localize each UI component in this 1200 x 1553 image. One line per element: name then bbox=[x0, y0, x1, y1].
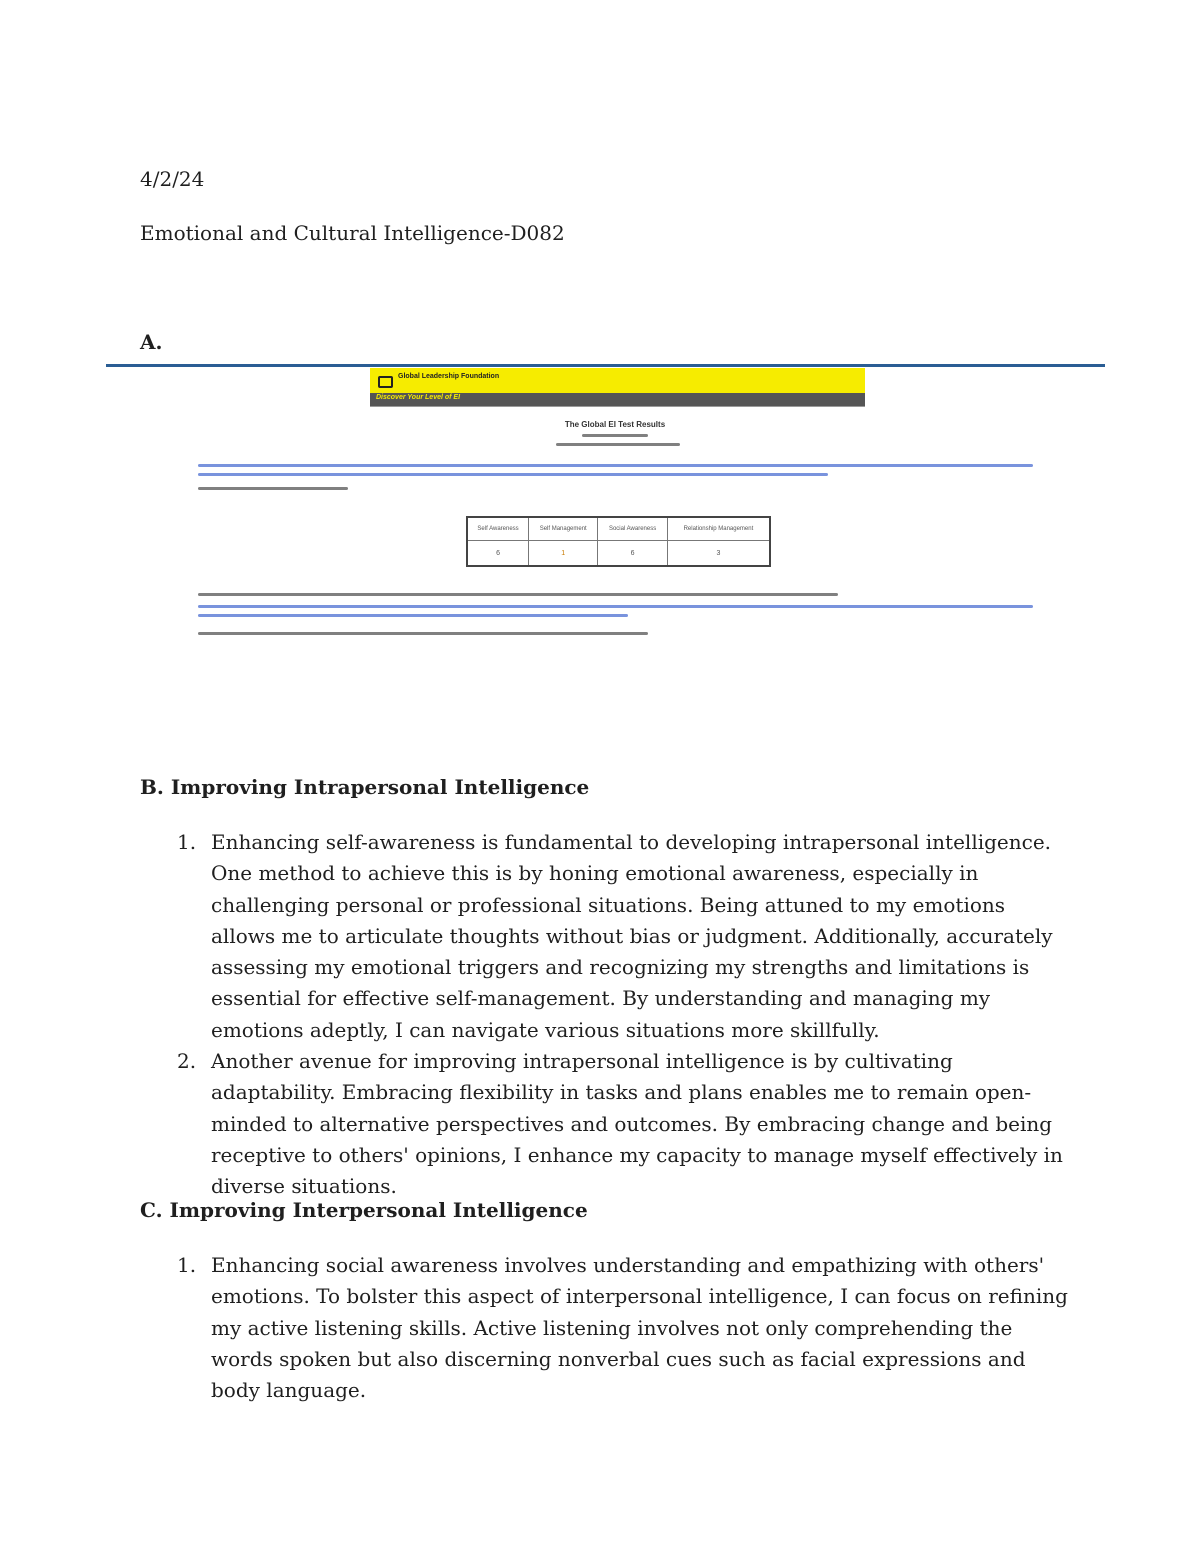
scores-value-cell: 6 bbox=[598, 541, 668, 567]
list-item-text: Enhancing social awareness involves understanding and empathizing with others' emotions. To bolster this aspect of interpersonal intelligence, I can focus on refining my active listening skills. Active listening involves not only comprehending the words spoken but also discerning nonverbal cues such as facial expressions and body language. bbox=[211, 1253, 1068, 1403]
info-text-line bbox=[198, 593, 838, 596]
scores-header-cell: Social Awareness bbox=[598, 517, 668, 541]
list-item bbox=[140, 827, 1070, 1046]
course-title: Emotional and Cultural Intelligence-D082 bbox=[140, 221, 565, 245]
info-text-line bbox=[198, 605, 1033, 608]
scores-header-row bbox=[467, 517, 770, 541]
scores-value-row bbox=[467, 541, 770, 567]
document-date: 4/2/24 bbox=[140, 167, 205, 191]
intro-text-line bbox=[198, 473, 828, 476]
list-item-text: Enhancing self-awareness is fundamental to developing intrapersonal intelligence. One method to achieve this is by honing emotional awareness, especially in challenging personal or professional situations. Being attuned to my emotions allows me to articulate thoughts without bias or judgment. Additionally, accurately assessing my emotional triggers and recognizing my strengths and limitations is essential for effective self-management. By understanding and managing my emotions adeptly, I can navigate various situations more skillfully. bbox=[211, 830, 1053, 1042]
answered-note bbox=[198, 487, 348, 490]
banner-tagline: Discover Your Level of EI bbox=[376, 394, 461, 401]
scores-header-cell: Self Awareness bbox=[467, 517, 529, 541]
section-b-heading: B. Improving Intrapersonal Intelligence bbox=[140, 775, 590, 799]
list-item-number: 1. bbox=[177, 830, 197, 854]
intrapersonal-list bbox=[140, 827, 1070, 1203]
list-item bbox=[140, 1046, 1070, 1202]
list-item bbox=[140, 1250, 1070, 1406]
scores-table bbox=[466, 516, 771, 567]
scores-value-cell: 6 bbox=[467, 541, 529, 567]
list-item-number: 2. bbox=[177, 1049, 197, 1074]
results-title: The Global EI Test Results bbox=[564, 420, 666, 429]
section-a-heading: A. bbox=[140, 330, 163, 354]
scores-header-cell: Relationship Management bbox=[667, 517, 770, 541]
list-item-text: Another avenue for improving intrapersonal intelligence is by cultivating adaptability. Embracing flexibility in tasks and plans enables me to remain open-minded to alternative perspectives and outcomes. By embracing change and being receptive to others' opinions, I enhance my capacity to manage myself effectively in diverse situations. bbox=[211, 1049, 1063, 1199]
scores-value-cell: 1 bbox=[529, 541, 598, 567]
intro-text-line bbox=[198, 464, 1033, 467]
disclaimer-line bbox=[198, 632, 648, 635]
horizontal-rule bbox=[106, 364, 1105, 367]
logo-text: Global Leadership Foundation bbox=[398, 373, 500, 380]
list-item-number: 1. bbox=[177, 1253, 197, 1277]
info-text-line bbox=[198, 614, 628, 617]
section-c-heading: C. Improving Interpersonal Intelligence bbox=[140, 1198, 588, 1222]
logo-icon bbox=[378, 376, 393, 388]
scores-header-cell: Self Management bbox=[529, 517, 598, 541]
results-test-date bbox=[556, 443, 680, 446]
results-subline bbox=[582, 434, 648, 437]
scores-value-cell: 3 bbox=[667, 541, 770, 567]
interpersonal-list bbox=[140, 1250, 1070, 1406]
ei-test-results-screenshot bbox=[190, 368, 1040, 640]
